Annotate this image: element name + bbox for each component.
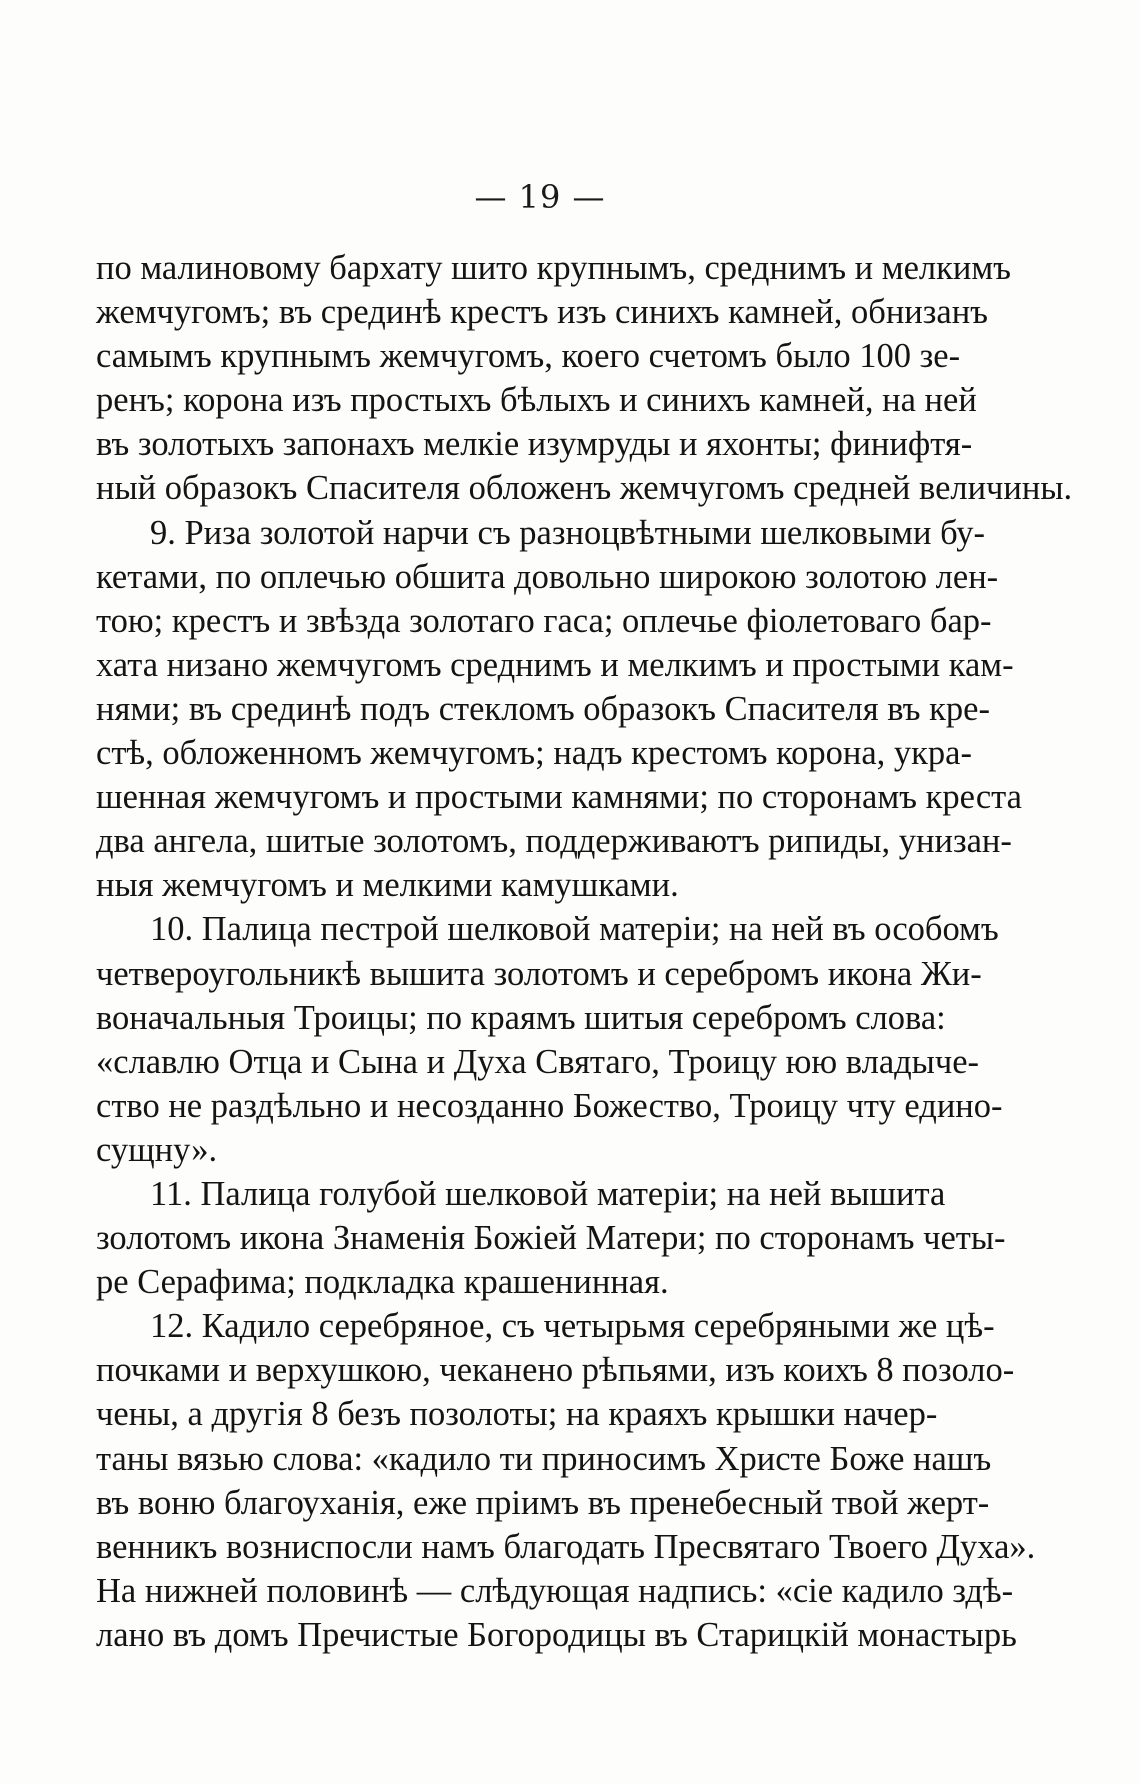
text-line: таны вязью слова: «кадило ти приносимъ Христе Боже нашъ	[96, 1439, 992, 1478]
body-text	[96, 246, 1073, 1657]
text-line: по малиновому бархату шито крупнымъ, среднимъ и мелкимъ	[96, 249, 1012, 287]
text-line: «славлю Отца и Сына и Духа Святаго, Троицу юю владыче-	[96, 1042, 980, 1081]
text-line: чены, а другія 8 безъ позолоты; на краяхъ крышки начер-	[96, 1395, 938, 1434]
text-line: сущну».	[96, 1130, 218, 1169]
text-line: тою; крестъ и звѣзда золотаго гаса; оплечье фіолетоваго бар-	[96, 601, 992, 640]
text-line: шенная жемчугомъ и простыми камнями; по сторонамъ креста	[96, 778, 1022, 817]
text-line: лано въ домъ Пречистые Богородицы въ Старицкій монастырь	[96, 1615, 1017, 1654]
text-line: На нижней половинѣ — слѣдующая надпись: «сіе кадило здѣ-	[96, 1571, 1014, 1610]
text-line: золотомъ икона Знаменія Божіей Матери; по сторонамъ четы-	[96, 1219, 1006, 1258]
text-line: ре Серафима; подкладка крашенинная.	[96, 1263, 669, 1302]
text-line: нями; въ срединѣ подъ стекломъ образокъ Спасителя въ кре-	[96, 689, 990, 728]
text-line: въ золотыхъ запонахъ мелкіе изумруды и яхонты; финифтя-	[96, 425, 973, 464]
item-12-start: 12. Кадило серебряное, съ четырьмя серебряными же цѣ-	[150, 1307, 995, 1346]
item-9-start: 9. Риза золотой нарчи съ разноцвѣтными шелковыми бу-	[150, 513, 986, 552]
item-11-start: 11. Палица голубой шелковой матеріи; на ней вышита	[150, 1174, 946, 1213]
text-line: почками и верхушкою, чеканено рѣпьями, изъ коихъ 8 позоло-	[96, 1351, 1015, 1390]
page-number: — 19 —	[474, 178, 606, 216]
text-line: стѣ, обложенномъ жемчугомъ; надъ крестомъ корона, укра-	[96, 734, 972, 773]
text-line: ство не раздѣльно и несозданно Божество, Троицу чту едино-	[96, 1086, 1003, 1125]
text-line: воначальныя Троицы; по краямъ шитыя серебромъ слова:	[96, 998, 946, 1037]
text-line: жемчугомъ; въ срединѣ крестъ изъ синихъ камней, обнизанъ	[96, 293, 988, 332]
text-line: самымъ крупнымъ жемчугомъ, коего счетомъ было 100 зе-	[96, 337, 961, 376]
text-line: ныя жемчугомъ и мелкими камушками.	[96, 866, 679, 905]
text-line: кетами, по оплечью обшита довольно широкою золотою лен-	[96, 557, 999, 596]
text-line: въ воню благоуханія, еже пріимъ въ пренебесный твой жерт-	[96, 1483, 990, 1522]
text-line: ный образокъ Спасителя обложенъ жемчугомъ средней величины.	[96, 469, 1073, 508]
text-line: два ангела, шитые золотомъ, поддерживаютъ рипиды, унизан-	[96, 822, 1012, 861]
text-line: хата низано жемчугомъ среднимъ и мелкимъ и простыми кам-	[96, 645, 1014, 684]
text-line: четвероугольникѣ вышита золотомъ и серебромъ икона Жи-	[96, 954, 982, 993]
text-line: венникъ возниспосли намъ благодать Пресвятаго Твоего Духа».	[96, 1527, 1036, 1566]
item-10-start: 10. Палица пестрой шелковой матеріи; на ней въ особомъ	[150, 910, 999, 949]
text-line: ренъ; корона изъ простыхъ бѣлыхъ и синихъ камней, на ней	[96, 381, 977, 420]
